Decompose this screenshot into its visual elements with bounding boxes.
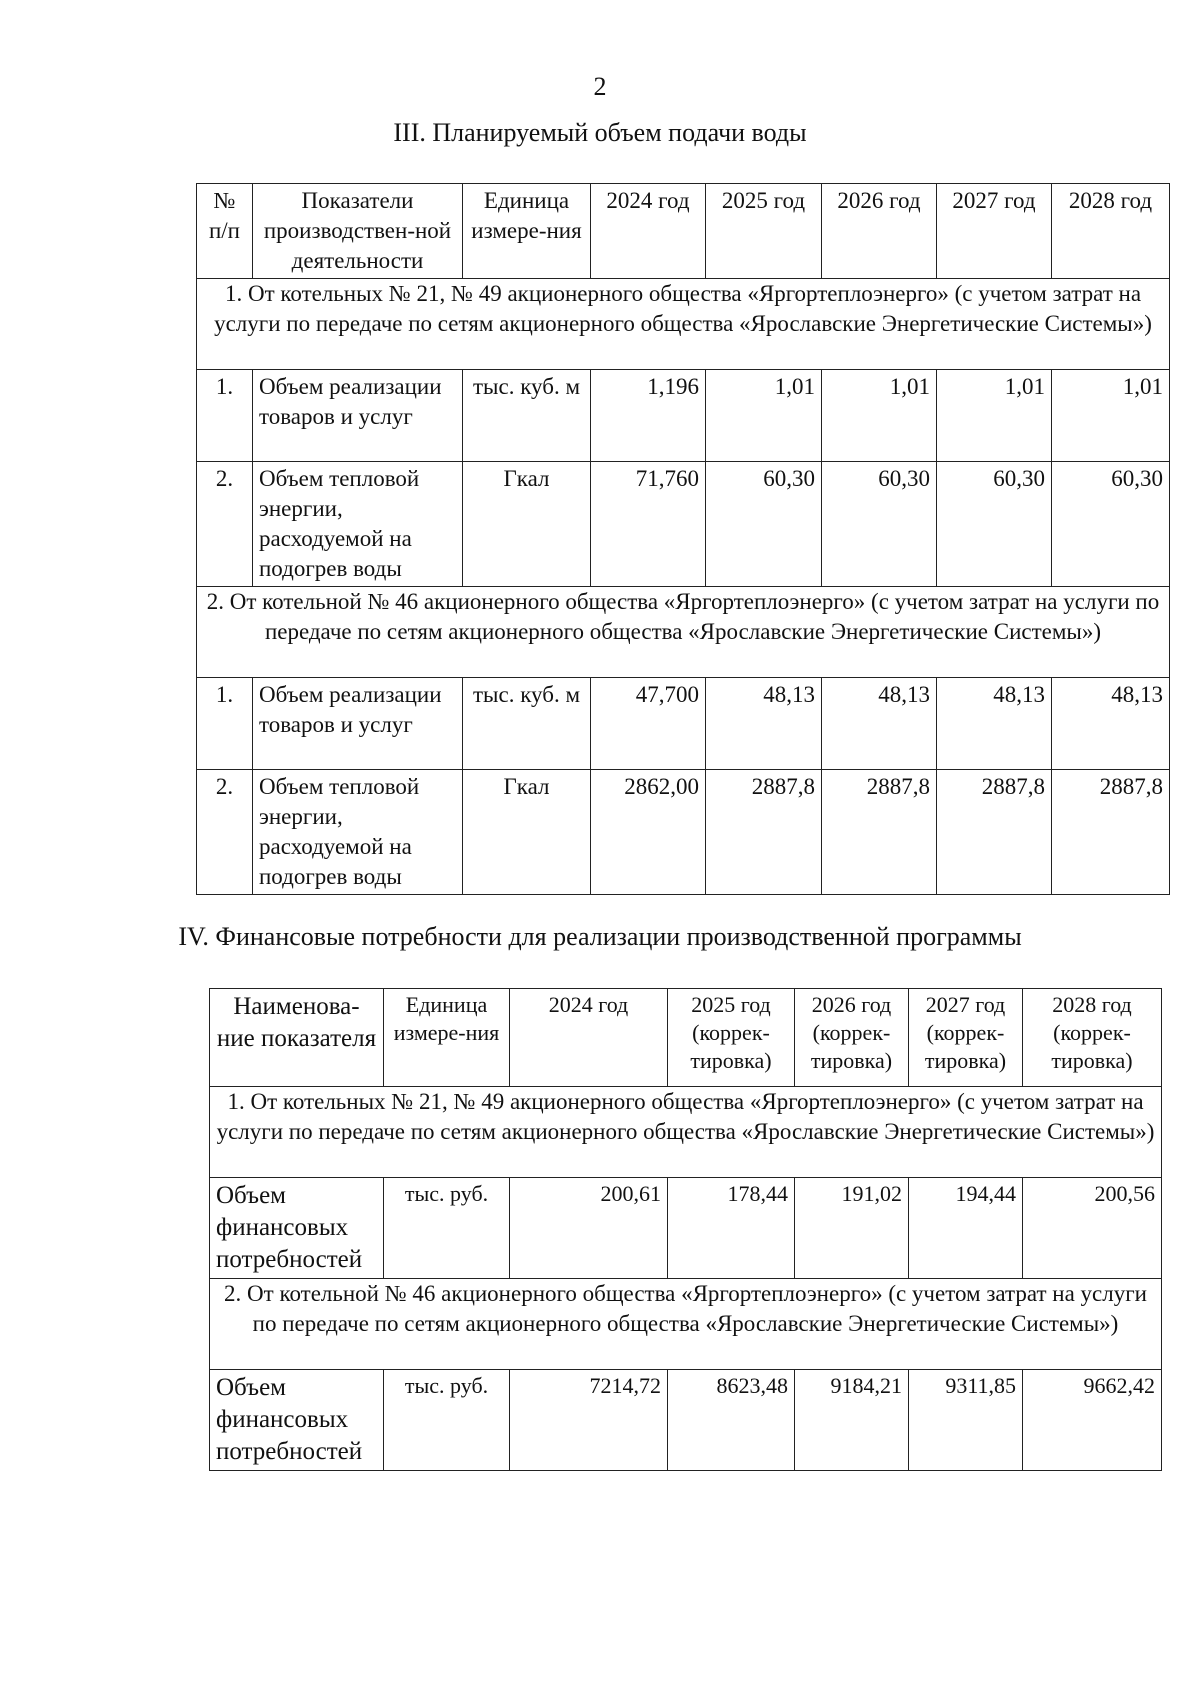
- table-header-row: [197, 184, 1170, 279]
- page-number: 2: [593, 72, 607, 101]
- cell-value-2028: 9662,42: [1023, 1370, 1162, 1471]
- cell-value-2025: 178,44: [668, 1178, 795, 1279]
- cell-unit: Гкал: [463, 462, 591, 587]
- cell-value-2025: 1,01: [706, 370, 822, 462]
- cell-value-2024: 47,700: [591, 678, 706, 770]
- cell-value-2026: 191,02: [795, 1178, 909, 1279]
- cell-indicator: Объем реализации товаров и услуг: [253, 370, 463, 462]
- cell-value-2024: 7214,72: [510, 1370, 668, 1471]
- header-indicator: Показатели производствен-ной деятельности: [253, 184, 463, 279]
- group-row: [197, 279, 1170, 370]
- header-year-2025: 2025 год (коррек-тировка): [668, 989, 795, 1087]
- cell-value-2026: 48,13: [822, 678, 937, 770]
- cell-value-2024: 71,760: [591, 462, 706, 587]
- table-row: [197, 462, 1170, 587]
- cell-unit: тыс. куб. м: [463, 370, 591, 462]
- cell-indicator-name: Объем финансовых потребностей: [210, 1178, 384, 1279]
- cell-value-2027: 48,13: [937, 678, 1052, 770]
- cell-value-2024: 1,196: [591, 370, 706, 462]
- cell-unit: тыс. куб. м: [463, 678, 591, 770]
- cell-value-2025: 8623,48: [668, 1370, 795, 1471]
- cell-value-2025: 48,13: [706, 678, 822, 770]
- table-row: [210, 1178, 1162, 1279]
- header-year-2028: 2028 год (коррек-тировка): [1023, 989, 1162, 1087]
- cell-value-2028: 48,13: [1052, 678, 1170, 770]
- cell-value-2027: 1,01: [937, 370, 1052, 462]
- cell-value-2027: 194,44: [909, 1178, 1023, 1279]
- financial-needs-table: [209, 988, 1162, 1471]
- header-year-2024: 2024 год: [591, 184, 706, 279]
- header-unit: Единица измере-ния: [384, 989, 510, 1087]
- section-3-title: III. Планируемый объем подачи воды: [393, 118, 807, 147]
- header-unit: Единица измере-ния: [463, 184, 591, 279]
- cell-value-2028: 60,30: [1052, 462, 1170, 587]
- cell-num: 1.: [197, 370, 253, 462]
- cell-unit: тыс. руб.: [384, 1370, 510, 1471]
- header-year-2028: 2028 год: [1052, 184, 1170, 279]
- header-year-2027: 2027 год: [937, 184, 1052, 279]
- header-year-2025: 2025 год: [706, 184, 822, 279]
- cell-value-2025: 60,30: [706, 462, 822, 587]
- section-4-title: IV. Финансовые потребности для реализации производственной программы: [178, 922, 1022, 951]
- cell-value-2024: 200,61: [510, 1178, 668, 1279]
- group-row: [197, 587, 1170, 678]
- cell-indicator: Объем тепловой энергии, расходуемой на подогрев воды: [253, 462, 463, 587]
- group-row: [210, 1087, 1162, 1178]
- cell-value-2026: 2887,8: [822, 770, 937, 895]
- table-row: [197, 678, 1170, 770]
- cell-num: 2.: [197, 770, 253, 895]
- group-title: 2. От котельной № 46 акционерного общества «Яргортеплоэнерго» (с учетом затрат на услуги по передаче по сетям акционерного общества «Ярославские Энергетические Системы»): [197, 587, 1170, 678]
- header-year-2024: 2024 год: [510, 989, 668, 1087]
- cell-value-2024: 2862,00: [591, 770, 706, 895]
- table-row: [197, 770, 1170, 895]
- header-num: № п/п: [197, 184, 253, 279]
- cell-unit: Гкал: [463, 770, 591, 895]
- cell-num: 2.: [197, 462, 253, 587]
- group-title: 1. От котельных № 21, № 49 акционерного общества «Яргортеплоэнерго» (с учетом затрат на услуги по передаче по сетям акционерного общества «Ярославские Энергетические Системы»): [197, 279, 1170, 370]
- cell-value-2028: 1,01: [1052, 370, 1170, 462]
- cell-num: 1.: [197, 678, 253, 770]
- cell-indicator-name: Объем финансовых потребностей: [210, 1370, 384, 1471]
- cell-indicator: Объем тепловой энергии, расходуемой на подогрев воды: [253, 770, 463, 895]
- table-row: [210, 1370, 1162, 1471]
- cell-indicator: Объем реализации товаров и услуг: [253, 678, 463, 770]
- water-supply-volume-table: [196, 183, 1170, 895]
- table-header-row: [210, 989, 1162, 1087]
- group-title: 1. От котельных № 21, № 49 акционерного общества «Яргортеплоэнерго» (с учетом затрат на услуги по передаче по сетям акционерного общества «Ярославские Энергетические Системы»): [210, 1087, 1162, 1178]
- header-indicator-name: Наименова-ние показателя: [210, 989, 384, 1087]
- cell-value-2027: 9311,85: [909, 1370, 1023, 1471]
- cell-value-2026: 60,30: [822, 462, 937, 587]
- group-title: 2. От котельной № 46 акционерного общества «Яргортеплоэнерго» (с учетом затрат на услуги по передаче по сетям акционерного общества «Ярославские Энергетические Системы»): [210, 1279, 1162, 1370]
- cell-value-2026: 1,01: [822, 370, 937, 462]
- cell-value-2026: 9184,21: [795, 1370, 909, 1471]
- header-year-2027: 2027 год (коррек-тировка): [909, 989, 1023, 1087]
- cell-value-2027: 2887,8: [937, 770, 1052, 895]
- cell-value-2025: 2887,8: [706, 770, 822, 895]
- cell-value-2027: 60,30: [937, 462, 1052, 587]
- table-row: [197, 370, 1170, 462]
- cell-value-2028: 200,56: [1023, 1178, 1162, 1279]
- header-year-2026: 2026 год: [822, 184, 937, 279]
- group-row: [210, 1279, 1162, 1370]
- cell-unit: тыс. руб.: [384, 1178, 510, 1279]
- header-year-2026: 2026 год (коррек-тировка): [795, 989, 909, 1087]
- cell-value-2028: 2887,8: [1052, 770, 1170, 895]
